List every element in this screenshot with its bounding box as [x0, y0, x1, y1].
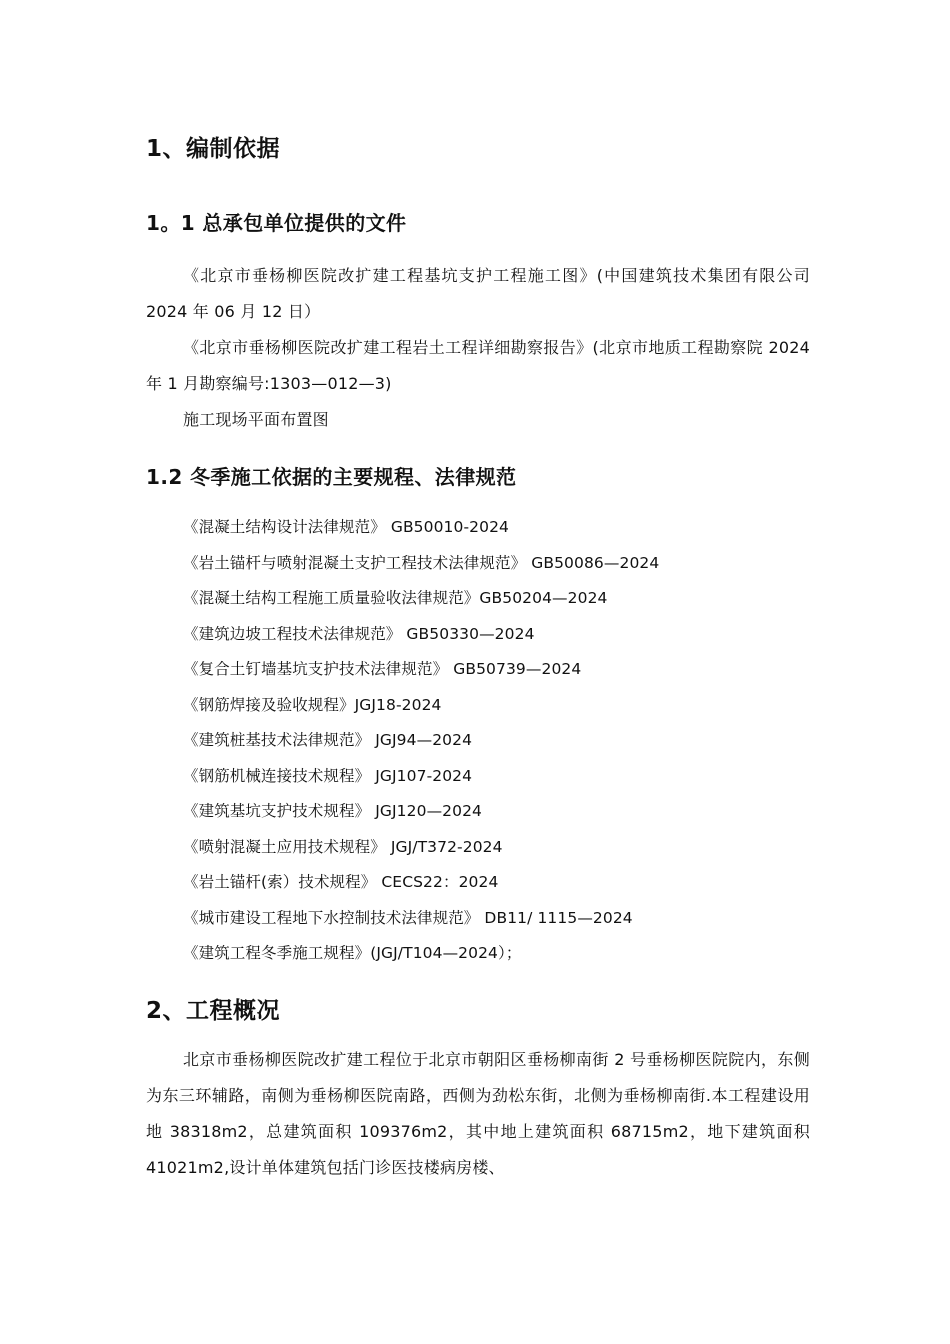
paragraph-site-plan: 施工现场平面布置图	[183, 410, 329, 429]
regulation-item: 《混凝土结构工程施工质量验收法律规范》GB50204—2024	[183, 589, 608, 607]
regulation-item: 《复合土钉墙基坑支护技术法律规范》 GB50739—2024	[183, 660, 582, 678]
paragraph-survey-report: 《北京市垂杨柳医院改扩建工程岩土工程详细勘察报告》(北京市地质工程勘察院 2024 年 1 月勘察编号:1303—012—3)	[146, 338, 810, 393]
paragraph-project-overview: 北京市垂杨柳医院改扩建工程位于北京市朝阳区垂杨柳南街 2 号垂杨柳医院院内，东侧为东三环辅路，南侧为垂杨柳医院南路，西侧为劲松东街，北侧为垂杨柳南街.本工程建设用地 38318m2，总建筑面积 109376m2，其中地上建筑面积 68715m2，地下建筑面积 41021m2,设计单体建筑包括门诊医技楼病房楼、	[146, 1050, 810, 1177]
section-heading-project-overview: 2、工程概况	[146, 998, 281, 1024]
regulation-item: 《喷射混凝土应用技术规程》 JGJ/T372-2024	[183, 838, 503, 856]
regulation-item: 《城市建设工程地下水控制技术法律规范》 DB11/ 1115—2024	[183, 909, 633, 927]
regulation-item: 《钢筋机械连接技术规程》 JGJ107-2024	[183, 767, 473, 785]
paragraph-construction-drawing: 《北京市垂杨柳医院改扩建工程基坑支护工程施工图》(中国建筑技术集团有限公司 2024 年 06 月 12 日）	[146, 266, 810, 321]
regulation-item: 《建筑边坡工程技术法律规范》 GB50330—2024	[183, 625, 535, 643]
regulation-item: 《建筑基坑支护技术规程》 JGJ120—2024	[183, 802, 483, 820]
regulation-item: 《建筑工程冬季施工规程》(JGJ/T104—2024）；	[183, 944, 522, 962]
regulation-item: 《混凝土结构设计法律规范》 GB50010-2024	[183, 518, 510, 536]
section-heading-basis: 1、编制依据	[146, 136, 281, 162]
regulation-item: 《钢筋焊接及验收规程》JGJ18-2024	[183, 696, 442, 714]
subsection-heading-contractor-files: 1。1 总承包单位提供的文件	[146, 211, 407, 235]
regulation-item: 《建筑桩基技术法律规范》 JGJ94—2024	[183, 731, 473, 749]
regulation-item: 《岩土锚杆与喷射混凝土支护工程技术法律规范》 GB50086—2024	[183, 554, 660, 572]
subsection-heading-winter-regulations: 1.2 冬季施工依据的主要规程、法律规范	[146, 465, 517, 489]
regulation-item: 《岩土锚杆(索）技术规程》 CECS22：2024	[183, 873, 499, 891]
